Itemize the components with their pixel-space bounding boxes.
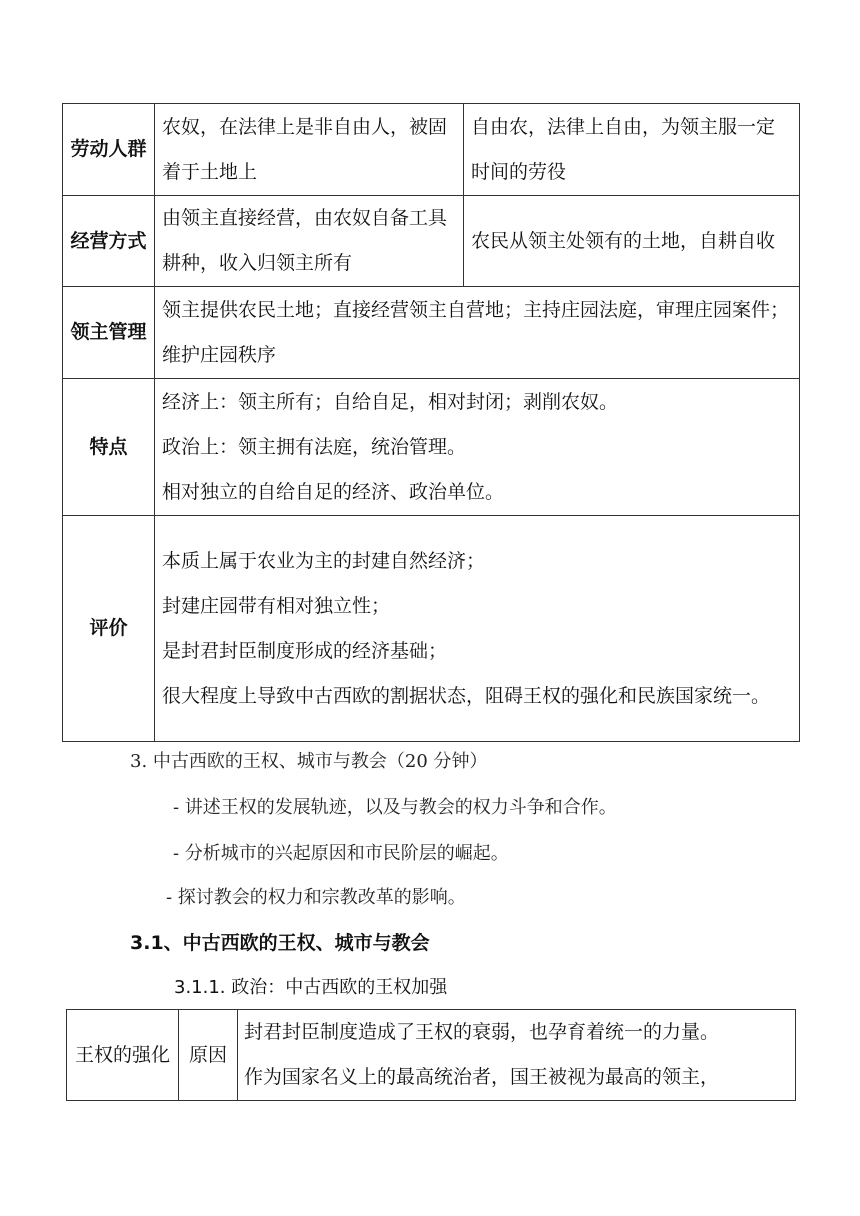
feature-line: 相对独立的自给自足的经济、政治单位。 [162, 480, 505, 503]
kingship-table [66, 1009, 796, 1101]
manor-table [62, 103, 800, 742]
feature-line: 经济上：领主所有；自给自足，相对封闭；剥削农奴。 [162, 390, 619, 413]
evaluation-line: 是封君封臣制度形成的经济基础； [162, 639, 448, 662]
cell-kingship: 王权的强化 [67, 1010, 179, 1101]
reason-line: 封君封臣制度造成了王权的衰弱，也孕育着统一的力量。 [244, 1021, 720, 1043]
table-row [63, 196, 800, 287]
table-row [67, 1010, 796, 1101]
table-row [63, 379, 800, 516]
row-header-management: 领主管理 [63, 287, 155, 379]
table-row [63, 516, 800, 742]
row-header-evaluation: 评价 [63, 516, 155, 742]
section-3-1-heading: 3.1、中古西欧的王权、城市与教会 [130, 932, 430, 954]
evaluation-line: 很大程度上导致中古西欧的割据状态，阻碍王权的强化和民族国家统一。 [162, 684, 771, 707]
cell-operation-peasant: 农民从领主处领有的土地，自耕自收 [464, 196, 800, 287]
evaluation-line: 封建庄园带有相对独立性； [162, 594, 391, 617]
cell-features [155, 379, 800, 516]
evaluation-line: 本质上属于农业为主的封建自然经济； [162, 549, 486, 572]
cell-labor-serf: 农奴，在法律上是非自由人，被固着于土地上 [155, 104, 464, 196]
cell-operation-lord: 由领主直接经营，由农奴自备工具耕种，收入归领主所有 [155, 196, 464, 287]
cell-reason-label: 原因 [179, 1010, 238, 1101]
section-3-heading: 3. 中古西欧的王权、城市与教会（20 分钟） [130, 751, 488, 772]
row-header-operation: 经营方式 [63, 196, 155, 287]
table-row [63, 287, 800, 379]
cell-management: 领主提供农民土地；直接经营领主自营地；主持庄园法庭，审理庄园案件；维护庄园秩序 [155, 287, 800, 379]
cell-evaluation [155, 516, 800, 742]
reason-line: 作为国家名义上的最高统治者，国王被视为最高的领主， [244, 1066, 720, 1088]
bullet-item: - 分析城市的兴起原因和市民阶层的崛起。 [173, 843, 509, 864]
section-3-1-1-heading: 3.1.1. 政治：中古西欧的王权加强 [174, 977, 448, 998]
table-row [63, 104, 800, 196]
cell-reason-text [238, 1010, 796, 1101]
feature-line: 政治上：领主拥有法庭，统治管理。 [162, 435, 467, 458]
cell-labor-free: 自由农，法律上自由，为领主服一定时间的劳役 [464, 104, 800, 196]
bullet-item: - 讲述王权的发展轨迹，以及与教会的权力斗争和合作。 [173, 797, 617, 818]
bullet-item: - 探讨教会的权力和宗教改革的影响。 [166, 887, 466, 908]
row-header-labor: 劳动人群 [63, 104, 155, 196]
row-header-features: 特点 [63, 379, 155, 516]
